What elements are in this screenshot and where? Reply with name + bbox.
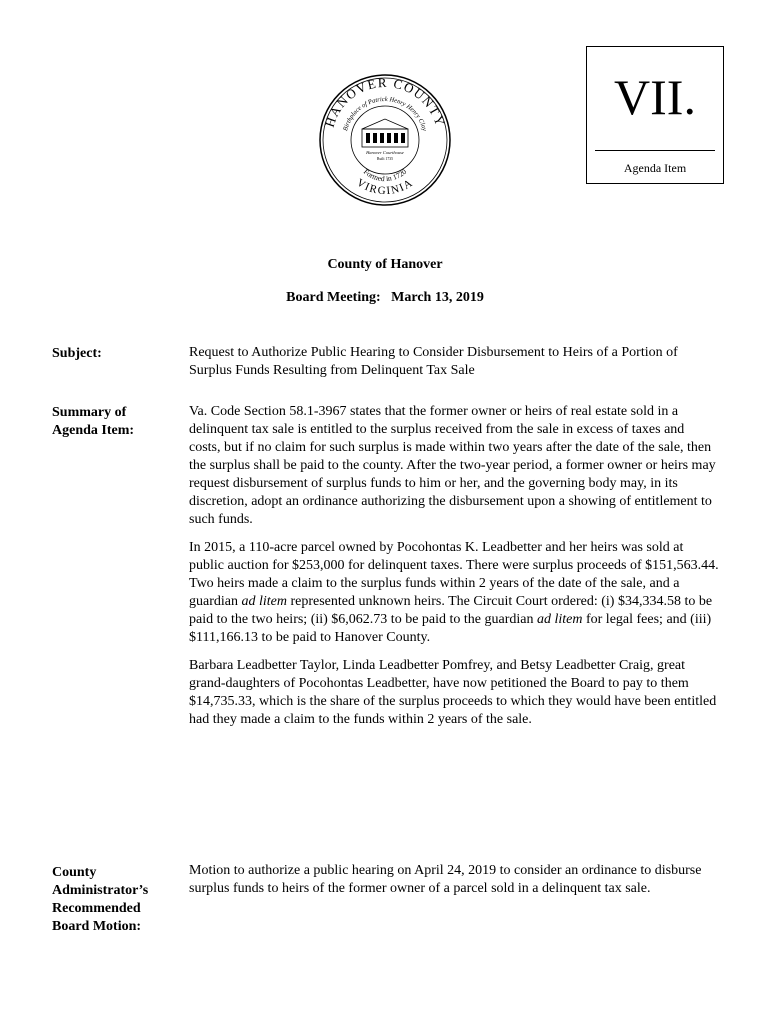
subject-text: Request to Authorize Public Hearing to Consider Disbursement to Heirs of a Portion of Surplus Funds Resulting from Delinquent Tax Sale [189, 345, 678, 378]
subject-label: Subject: [52, 346, 102, 361]
board-meeting-date: Board Meeting: March 13, 2019 [286, 290, 484, 305]
p2-part-c: for legal fees; and (iii) $111,166.13 to be paid to Hanover County. [189, 612, 712, 645]
county-title: County of Hanover [327, 257, 443, 272]
agenda-divider [595, 150, 715, 151]
seal-built-year: Built 1735 [376, 157, 394, 161]
county-seal [318, 73, 452, 207]
motion-label-line2: Administrator’s [52, 883, 149, 898]
agenda-item-box [586, 46, 724, 184]
seal-arc-text: Birthplace of Patrick Henry Henry Clay [342, 95, 428, 132]
p2-part-a: In 2015, a 110-acre parcel owned by Pocohontas K. Leadbetter and her heirs was sold at public auction for $253,000 for delinquent taxes. There were surplus proceeds of $151,563.44. Two heirs made a claim to the surplus funds within 2 years of the date of the sale, and a guardian [189, 540, 719, 609]
agenda-item-number: VII. [614, 69, 696, 125]
summary-label [52, 404, 177, 440]
summary-paragraph-2 [189, 539, 719, 647]
seal-bottom-text: VIRGINIA [354, 176, 416, 198]
summary-label-line1: Summary of [52, 405, 127, 420]
summary-paragraph-3: Barbara Leadbetter Taylor, Linda Leadbetter Pomfrey, and Betsy Leadbetter Craig, great grand-daughters of Pocohontas Leadbetter, have now petitioned the Board to pay to them $14,735.33, which is the share of the surplus proceeds to which they would have been entitled had they made a claim to the funds within 2 years of the sale. [189, 658, 717, 727]
motion-label-line1: County [52, 865, 97, 880]
motion-text: Motion to authorize a public hearing on April 24, 2019 to consider an ordinance to disburse surplus funds to heirs of the former owner of a parcel sold in a delinquent tax sale. [189, 863, 702, 896]
summary-label-line2: Agenda Item: [52, 423, 135, 438]
courthouse-icon [362, 119, 408, 147]
p2-ad-litem-2: ad litem [536, 612, 583, 627]
summary-paragraph-1: Va. Code Section 58.1-3967 states that the former owner or heirs of real estate sold in a delinquent tax sale is entitled to the surplus received from the sale in excess of taxes and costs, but if no claim for such surplus is made within two years after the date of the sale, then the surplus shall be paid to the county. After the two-year period, a former owner or heirs may request disbursement of surplus funds to him or her, and the governing body may, in its discretion, adopt an ordinance authorizing the disbursement upon a showing of entitlement to such funds. [189, 404, 716, 527]
summary-body [189, 403, 719, 739]
seal-building-caption: Hanover Courthouse [366, 150, 404, 155]
p2-part-b: represented unknown heirs. The Circuit Court ordered: (i) $34,334.58 to be paid to the two heirs; (ii) $6,062.73 to be paid to the guardian [189, 594, 713, 627]
motion-label-line3: Recommended [52, 901, 141, 916]
agenda-item-label: Agenda Item [623, 161, 687, 175]
seal-formed-text: Formed in 1720 [361, 167, 409, 184]
seal-top-text: HANOVER COUNTY [321, 74, 449, 129]
p2-ad-litem-1: ad litem [241, 594, 287, 609]
motion-label [52, 864, 177, 936]
motion-label-line4: Board Motion: [52, 919, 142, 934]
